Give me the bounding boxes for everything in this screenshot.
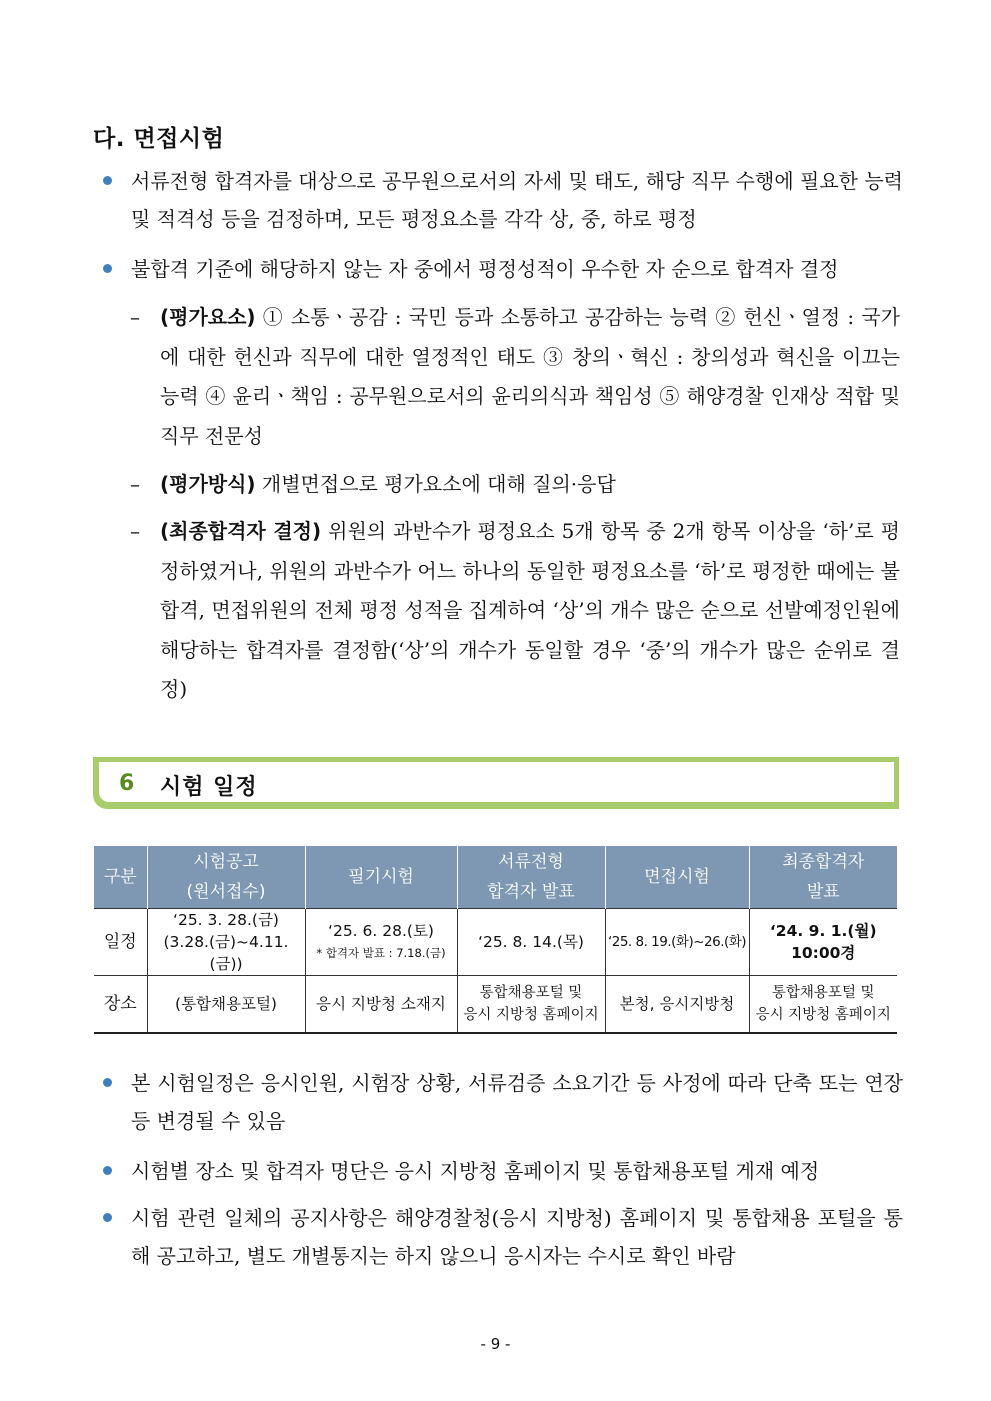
- table-cell: ‘25. 3. 28.(금) (3.28.(금)~4.11.(금)): [147, 909, 305, 976]
- bullet-icon: [103, 1078, 112, 1087]
- item-text: 개별면접으로 평가요소에 대해 질의·응답: [255, 472, 616, 496]
- table-cell: 통합채용포털 및 응시 지방청 홈페이지: [749, 976, 897, 1034]
- list-item: [103, 250, 903, 288]
- bullet-text: 불합격 기준에 해당하지 않는 자 중에서 평정성적이 우수한 자 순으로 합격자 결정: [131, 257, 839, 281]
- table-header-row: [94, 846, 897, 909]
- section-title: 시험 일정: [160, 775, 258, 800]
- list-item: [130, 512, 900, 710]
- section-number: 6: [119, 771, 135, 796]
- list-item: [103, 1152, 903, 1190]
- bullet-text: 본 시험일정은 응시인원, 시험장 상황, 서류검증 소요기간 등 사정에 따라 단축 또는 연장 등 변경될 수 있음: [131, 1071, 903, 1133]
- bullet-text: 시험별 장소 및 합격자 명단은 응시 지방청 홈페이지 및 통합채용포털 게재 예정: [131, 1159, 820, 1183]
- section-heading: 다. 면접시험: [93, 126, 225, 152]
- header-cell: 구분: [94, 846, 147, 909]
- table-cell: (통합채용포털): [147, 976, 305, 1034]
- table-cell: 본청, 응시지방청: [605, 976, 749, 1034]
- table-cell: ‘25. 6. 28.(토) * 합격자 발표 : 7.18.(금): [305, 909, 457, 976]
- table-row: [94, 909, 897, 976]
- table-row: [94, 976, 897, 1034]
- item-text: ① 소통ㆍ공감 : 국민 등과 소통하고 공감하는 능력 ② 헌신ㆍ열정 : 국가에 대한 헌신과 직무에 대한 열정적인 태도 ③ 창의ㆍ혁신 : 창의성과 혁신을 이끄는 능력 ④ 윤리ㆍ책임 : 공무원으로서의 윤리의식과 책임성 ⑤ 해양경찰 인재상 적합 및 직무 전문성: [160, 305, 900, 448]
- section-title-bar: [93, 757, 899, 809]
- table-cell: ‘25. 8. 19.(화)~26.(화): [605, 909, 749, 976]
- list-item: [130, 465, 900, 505]
- header-cell: 면접시험: [605, 846, 749, 909]
- list-item: [103, 1064, 903, 1140]
- table-cell: 응시 지방청 소재지: [305, 976, 457, 1034]
- bullet-icon: [103, 1213, 112, 1222]
- dash-icon: –: [130, 305, 140, 329]
- bullet-text: 시험 관련 일체의 공지사항은 해양경찰청(응시 지방청) 홈페이지 및 통합채용 포털을 통해 공고하고, 별도 개별통지는 하지 않으니 응시자는 수시로 확인 바람: [131, 1206, 903, 1268]
- row-label: 장소: [94, 976, 147, 1034]
- bullet-icon: [103, 1166, 112, 1175]
- item-label: (평가방식): [160, 472, 256, 496]
- item-label: (평가요소): [160, 305, 256, 329]
- table-cell: 통합채용포털 및 응시 지방청 홈페이지: [457, 976, 605, 1034]
- list-item: [103, 1199, 903, 1275]
- dash-icon: –: [130, 472, 140, 496]
- header-cell: 서류전형 합격자 발표: [457, 846, 605, 909]
- header-cell: 필기시험: [305, 846, 457, 909]
- page-number: - 9 -: [480, 1335, 511, 1353]
- table-cell: ‘24. 9. 1.(월) 10:00경: [749, 909, 897, 976]
- bullet-icon: [103, 264, 112, 273]
- dash-icon: –: [130, 519, 140, 543]
- bullet-icon: [103, 176, 112, 185]
- header-cell: 시험공고 (원서접수): [147, 846, 305, 909]
- schedule-table: [94, 846, 897, 1034]
- item-text: 위원의 과반수가 평정요소 5개 항목 중 2개 항목 이상을 ‘하’로 평정하였거나, 위원의 과반수가 어느 하나의 동일한 평정요소를 ‘하’로 평정한 때에는 불합격, 면접위원의 전체 평정 성적을 집계하여 ‘상’의 개수 많은 순으로 선발예정인원에 해당하는 합격자를 결정함(‘상’의 개수가 동일할 경우 ‘중’의 개수가 많은 순위로 결정): [160, 519, 901, 701]
- item-label: (최종합격자 결정): [160, 519, 322, 543]
- bullet-text: 서류전형 합격자를 대상으로 공무원으로서의 자세 및 태도, 해당 직무 수행에 필요한 능력 및 적격성 등을 검정하며, 모든 평정요소를 각각 상, 중, 하로 평정: [131, 169, 903, 231]
- header-cell: 최종합격자 발표: [749, 846, 897, 909]
- list-item: [130, 298, 900, 456]
- list-item: [103, 162, 903, 238]
- row-label: 일정: [94, 909, 147, 976]
- table-cell: ‘25. 8. 14.(목): [457, 909, 605, 976]
